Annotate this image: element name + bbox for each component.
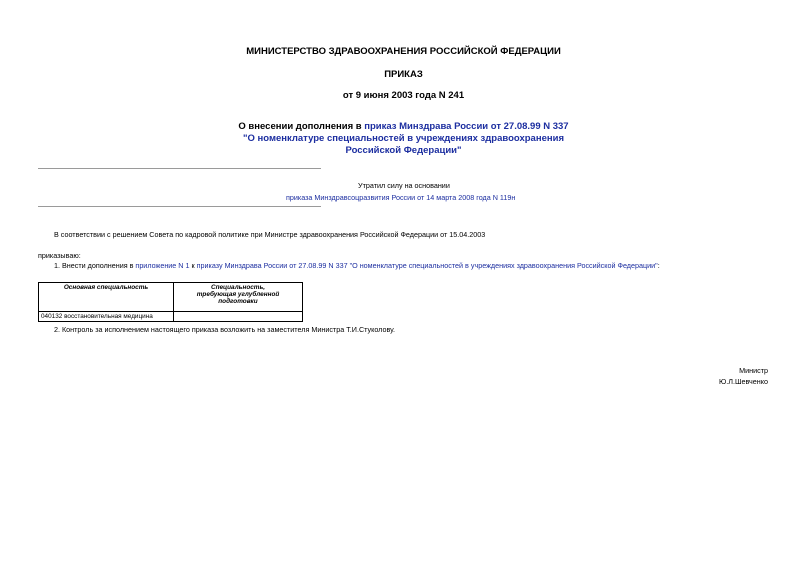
item1-suffix: : xyxy=(657,261,660,270)
header2-line: подготовки xyxy=(218,298,258,305)
table-header-cell: Основная специальность xyxy=(39,283,174,312)
status-top-rule xyxy=(38,168,321,169)
status-link[interactable]: приказа Минздравсоцразвития России от 14 марта 2008 года N 119н xyxy=(286,193,516,202)
title-prefix: О внесении дополнения в xyxy=(238,121,365,132)
doc-title xyxy=(0,121,807,157)
status-bottom-rule xyxy=(38,206,321,207)
basis-paragraph: В соответствии с решением Совета по кадровой политике при Министре здравоохранения Российской Федерации от 15.04.2003 xyxy=(54,230,486,239)
item1-prefix: 1. Внести дополнения в xyxy=(54,261,136,270)
item1-paragraph xyxy=(54,261,660,270)
signature-name: Ю.Л.Шевченко xyxy=(719,377,768,386)
item1-link-appendix[interactable]: приложение N 1 xyxy=(135,261,190,270)
title-link-line3[interactable]: Российской Федерации" xyxy=(345,145,462,156)
table-header-row xyxy=(39,283,303,312)
table-cell xyxy=(174,312,303,322)
signature-position: Министр xyxy=(739,366,768,375)
title-link-line2[interactable]: "О номенклатуре специальностей в учреждениях здравоохранения xyxy=(243,133,564,144)
header2-line: требующая углубленной xyxy=(196,291,280,298)
status-line1: Утратил силу на основании xyxy=(358,181,450,190)
item1-link-order[interactable]: приказу Минздрава России от 27.08.99 N 337 "О номенклатуре специальностей в учреждениях здравоохранения Российской Федерации" xyxy=(196,261,658,270)
table-cell: 040132 восстановительная медицина xyxy=(39,312,174,322)
doc-type-heading: ПРИКАЗ xyxy=(384,69,423,80)
table-row xyxy=(39,312,303,322)
specialty-table xyxy=(38,282,303,322)
header2-line: Специальность, xyxy=(210,284,266,291)
item1-mid: к xyxy=(189,261,197,270)
item2-paragraph: 2. Контроль за исполнением настоящего приказа возложить на заместителя Министра Т.И.Стуколову. xyxy=(54,325,395,334)
title-link[interactable]: приказ Минздрава России от 27.08.99 N 337 xyxy=(364,121,569,132)
doc-date-number: от 9 июня 2003 года N 241 xyxy=(342,90,465,101)
table-header-cell xyxy=(174,283,303,312)
order-word: приказываю: xyxy=(38,251,81,260)
ministry-heading: МИНИСТЕРСТВО ЗДРАВООХРАНЕНИЯ РОССИЙСКОЙ ФЕДЕРАЦИИ xyxy=(246,46,561,57)
